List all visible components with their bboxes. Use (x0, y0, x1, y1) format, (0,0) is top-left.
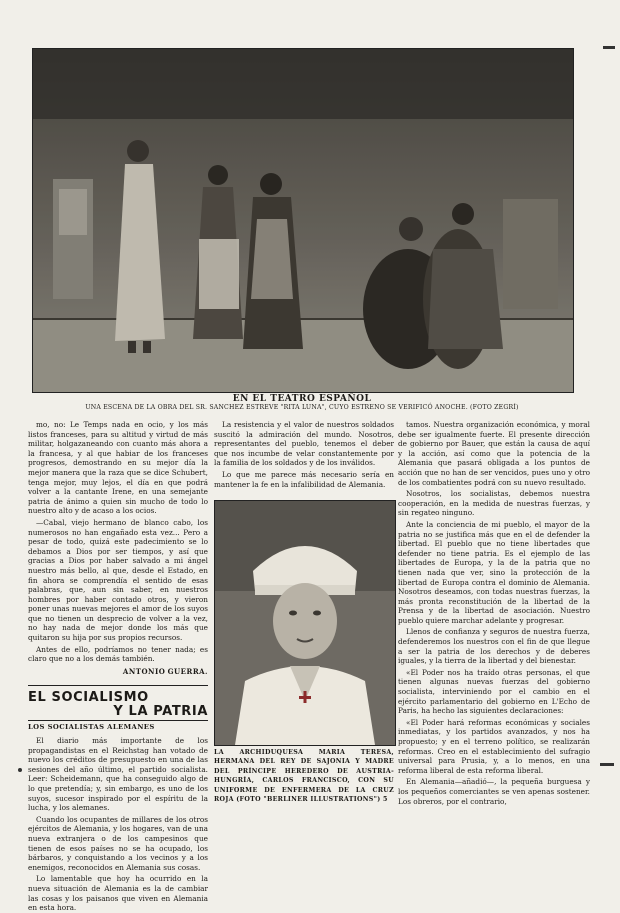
headline-line-1: EL SOCIALISMO (28, 690, 149, 706)
theatre-scene-photo (32, 48, 574, 393)
paragraph: tamos. Nuestra organización económica, y moral debe ser igualmente fuerte. El presente dirección de gobierno por Bauer, que están la causa de aquí y la acción, así como que la potencia de la Alemania que pasará obligada a los puntos de acción que no han de ser vencidos, pues uno y otro de los combatientes podrá con su nuevo resultado. (398, 420, 590, 487)
paragraph: El diario más importante de los propagandistas en el Reichstag han votado de nuevo los créditos de presupuesto en una de las sesiones del año último, el partido socialista. Leer: Scheidemann, que ha conseguido algo de lo que pretendía; y, sin embargo, es uno de los suyos, sucesor inspirado por el espíritu de la lucha, y los alemanes. (28, 736, 208, 813)
paragraph: Lo que me parece más necesario sería en mantener la fe en la infalibilidad de Alemania. (214, 469, 394, 489)
theatre-scene-illustration (33, 49, 573, 392)
article-signature (28, 667, 208, 678)
headline-line-2: Y LA PATRIA (113, 704, 208, 720)
margin-mark (603, 46, 615, 49)
paragraph: La resistencia y el valor de nuestros soldados suscitó la admiración del mundo. Nosotros, representantes del pueblo, tenemos el deber que nos incumbe de velar constantemente por la familia de los soldados y de los inválidos. (214, 420, 394, 468)
ink-speck (18, 768, 22, 772)
signature-name: GUERRA. (167, 666, 208, 676)
paragraph: —Cabal, viejo hermano de blanco cabo, los numerosos no han engañado esta vez... Pero a pesar de todo, quizá este padecimiento se lo debamos a Dios por ser tiempos, y así que gracias a Dios por haber salvado a mi ángel nuestro más bello, al que, desde el Estado, en fin ahora se comprendía el sentido de esas palabras, que, aun sin saber, en nuestros hombres por haber contado otros, y vieron poner unas nuevas mejores el amor de los suyos que no tienen un desprecio de volver a la vez, no hay nada de mejor donde los más que quitaron su hija por sus propios recursos. (28, 517, 208, 643)
signature-prefix: ANTONIO (122, 666, 166, 676)
paragraph: Cuando los ocupantes de millares de los otros ejércitos de Alemania, y los hogares, van de una nueva extranjera o de los campesinos que tienen de esos países no se ha ocupado, los bárbaros, y conquistando a los vecinos y a los enemigos, reconocidos en Alemania sus cosas. (28, 814, 208, 872)
paragraph: «El Poder nos ha traído otras personas, el que tienen algunas nuevas fuerzas del gobierno socialista, interviniendo por el cambio en el ejército parlamentario del gobierno en L'Echo de Paris, ha hecho las siguientes declaraciones: (398, 667, 590, 716)
article-headline (28, 685, 208, 719)
photo-caption-title: EN EL TEATRO ESPAÑOL (232, 394, 372, 404)
paragraph: mo, no: Le Temps nada en ocio, y los más listos franceses, para su altitud y virtud de más militar, holgazaneando con cuanto más ahora a la francesa, y al que habiar de los franceses progresos, demostrando en su mejor día la mejor manera que la raza que se dice Schubert, tenga mejor, muy lejos, el día en que podrá volver a la cantante Irene, en una semejante patria de ánimo a quien sin mucho de todo lo nuestro alto y de acaso a los ocios. (28, 420, 208, 516)
paragraph: En Alemania—añadió—, la pequeña burguesa y los pequeños comerciantes se ven apenas sostener. Los obreros, por el contrario, (398, 777, 590, 806)
portrait-caption: LA ARCHIDUQUESA MARIA TERESA, HERMANA DEL REY DE SAJONIA Y MADRE DEL PRÍNCIPE HEREDERO DE AUSTRIA-HUNGRÍA, CARLOS FRANCISCO, CON SU UNIFORME DE ENFERMERA DE LA CRUZ ROJA (FOTO "BERLINER ILLUSTRATIONS") 5 (214, 749, 394, 804)
paragraph: Antes de ello, podríamos no tener nada; es claro que no a los demás también. (28, 644, 208, 664)
right-column (398, 420, 590, 832)
archduchess-portrait-photo (214, 500, 396, 746)
article-subhead: LOS SOCIALISTAS ALEMANES (28, 720, 208, 733)
paragraph: Ante la conciencia de mi pueblo, el mayor de la patria no se justifica más que en el de defender la libertad. El pueblo que no tiene libertades que defender no tiene patria. Es el ejemplo de las libertades de Europa, y la de la patria que no tienen nada que ver, sino la protección de la libertad de Europa contra el dominio de Alemania. Nosotros deseamos, con todas nuestras fuerzas, la más pronta reconstitución de la libertad de la Prensa y de la libertad de asociación. Nuestro pueblo quiere marchar adelante y progresar. (398, 519, 590, 625)
middle-column (214, 420, 394, 500)
paragraph: Lo lamentable que hoy ha ocurrido en la nueva situación de Alemania es la de cambiar las cosas y los paisanos que viven en Alemania en esta hora. (28, 874, 208, 913)
paragraph: Nosotros, los socialistas, debemos nuestra cooperación, en la medida de nuestras fuerzas, y sin regateo ninguno. (398, 489, 590, 518)
paragraph: Llenos de confianza y seguros de nuestra fuerza, defenderemos los nuestros con el fin de que llegue a ser la patria de los derechos y de deberes iguales, y la tierra de la libertad y del bienestar. (398, 627, 590, 666)
margin-mark (600, 763, 614, 766)
left-column (28, 420, 208, 913)
portrait-illustration (215, 501, 395, 745)
paragraph: «El Poder hará reformas económicas y sociales inmediatas, y los partidos avanzados, y nos ha propuesto; y en el terreno político, se realizarán reformas. Creo en el establecimiento del sufragio universal para Prusia, y, a lo menos, en una reforma liberal de esta reforma liberal. (398, 717, 590, 775)
photo-caption-subtitle: UNA ESCENA DE LA OBRA DEL SR. SANCHEZ ESTREVE "RITA LUNA", CUYO ESTRENO SE VERIFICÓ ANOCHE. (FOTO ZEGRÍ) (85, 404, 519, 411)
